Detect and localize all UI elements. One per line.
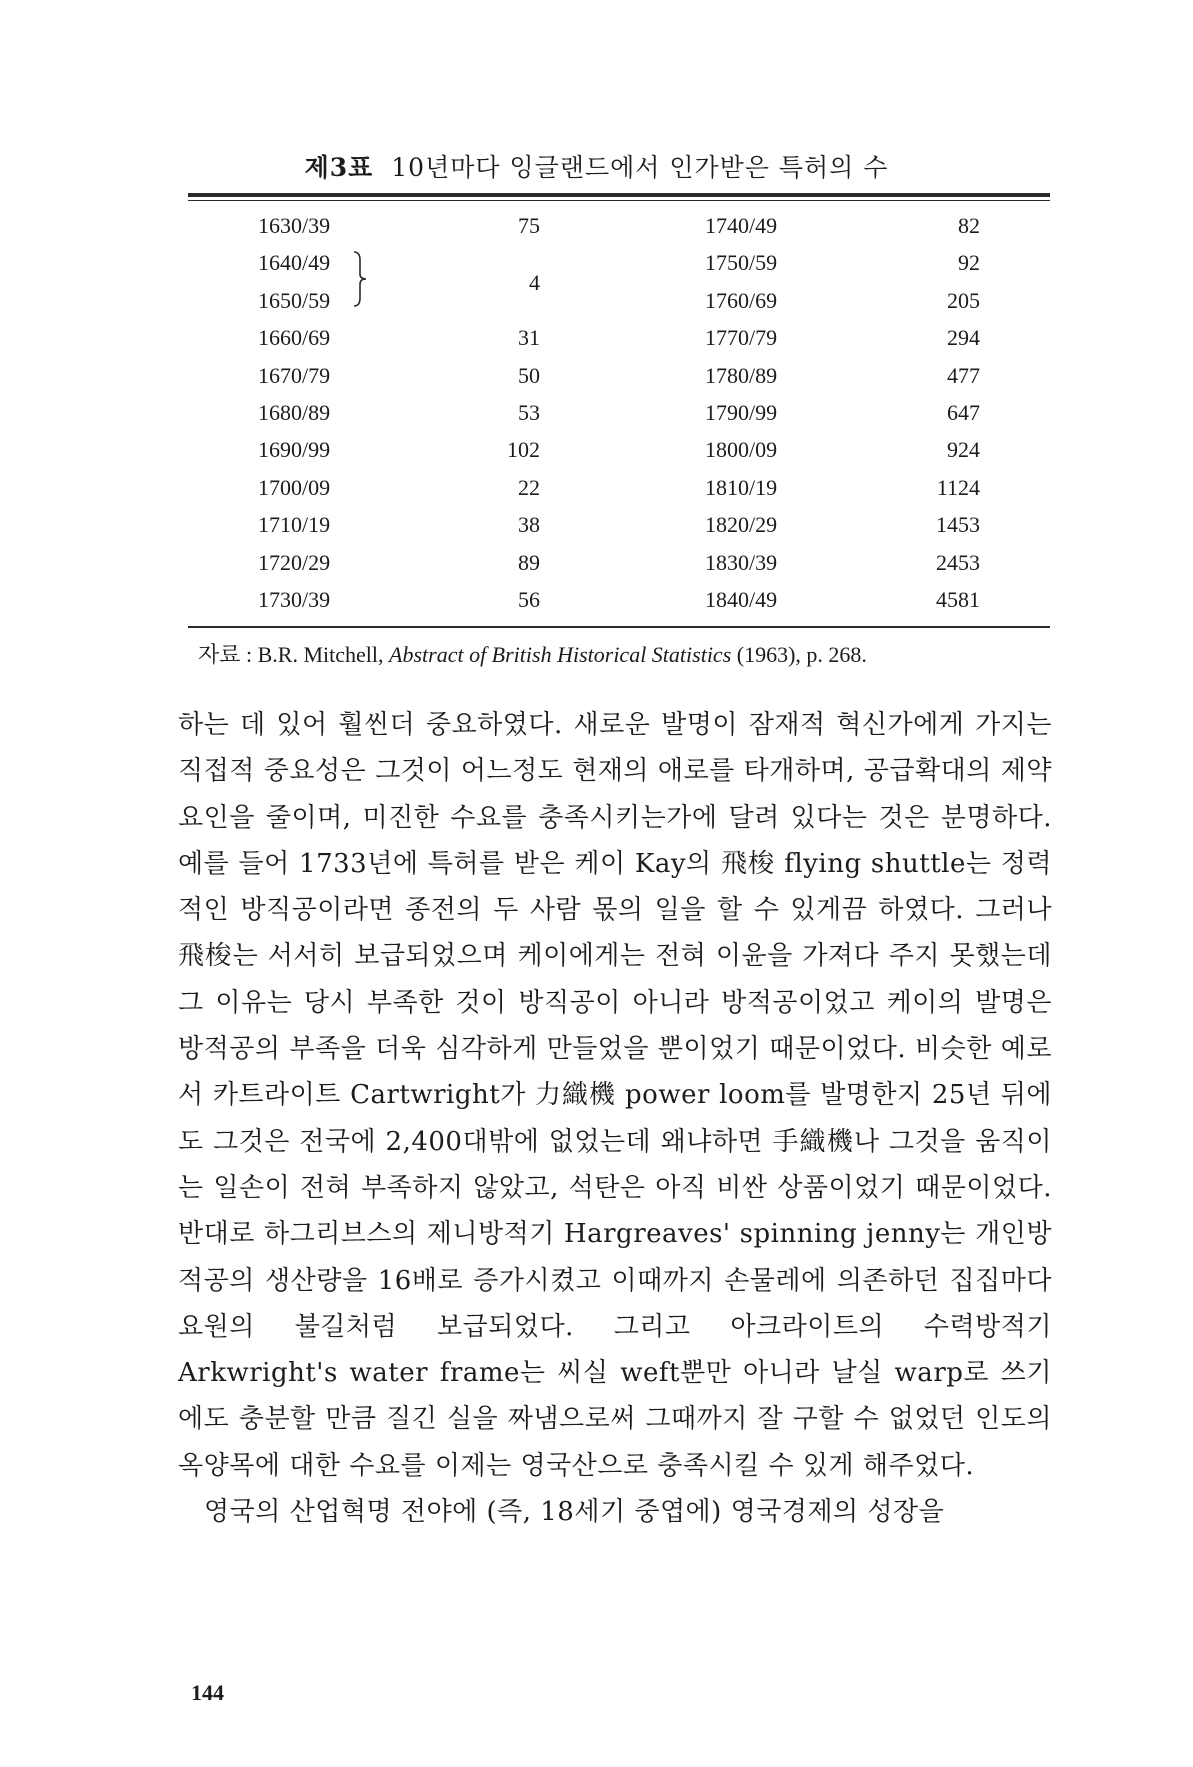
period-cell: 1740/49 [705,213,778,238]
period-cell: 1840/49 [705,587,778,612]
period-cell: 1790/99 [705,400,778,425]
merged-cell-value: 4 [529,270,540,295]
count-cell: 4581 [936,587,980,612]
count-cell: 294 [947,325,980,351]
table-row [0,282,1193,319]
count-cell: 92 [958,250,980,276]
table-row [0,394,1193,431]
table-bottom-rule [188,626,1050,628]
period-cell: 1710/19 [258,512,331,538]
table-row [0,431,1193,468]
period-cell: 1770/79 [705,325,778,351]
count-cell: 647 [947,400,980,425]
table-row [0,581,1193,618]
count-cell: 31 [518,325,540,351]
count-cell: 1453 [936,512,980,538]
count-cell: 38 [518,512,540,538]
period-cell: 1660/69 [258,325,331,351]
table-row [0,244,1193,281]
table-row [0,319,1193,356]
period-cell: 1780/89 [705,362,778,388]
count-cell: 82 [958,213,980,238]
period-cell: 1810/19 [705,474,778,500]
period-cell: 1750/59 [705,250,778,276]
count-cell: 22 [518,474,540,500]
table-row [0,469,1193,506]
table-title: 10년마다 잉글랜드에서 인가받은 특허의 수 [391,153,889,182]
count-cell: 1124 [936,474,980,500]
period-cell: 1800/09 [705,437,778,463]
count-cell: 102 [507,437,540,463]
count-cell: 75 [518,213,540,238]
table-top-rule [188,193,1050,197]
source-note [198,638,867,669]
table-row [0,506,1193,543]
merge-brace [352,250,368,308]
period-cell: 1670/79 [258,362,331,388]
count-cell: 50 [518,362,540,388]
table-row [0,357,1193,394]
page-number: 144 [191,1680,224,1705]
period-cell: 1720/29 [258,549,331,575]
count-cell: 205 [947,287,980,313]
table-row [0,207,1193,244]
source-work-title: Abstract of British Historical Statistics [389,642,732,667]
count-cell: 2453 [936,549,980,575]
period-cell: 1730/39 [258,587,331,612]
count-cell: 53 [518,400,540,425]
paragraph: 하는 데 있어 훨씬더 중요하였다. 새로운 발명이 잠재적 혁신가에게 가지는 직접적 중요성은 그것이 어느정도 현재의 애로를 타개하며, 공급확대의 제약요인을 줄이며, 미진한 수요를 충족시키는가에 달려 있다는 것은 분명하다. 예를 들어 1733년에 특허를 받은 케이 Kay의 飛梭 flying shuttle는 정력적인 방직공이라면 종전의 두 사람 몫의 일을 할 수 있게끔 하였다. 그러나 飛梭는 서서히 보급되었으며 케이에게는 전혀 이윤을 가져다 주지 못했는데 그 이유는 당시 부족한 것이 방직공이 아니라 방적공이었고 케이의 발명은 방적공의 부족을 더욱 심각하게 만들었을 뿐이었기 때문이었다. 비슷한 예로서 카트라이트 Cartwright가 力織機 power loom를 발명한지 25년 뒤에도 그것은 전국에 2,400대밖에 없었는데 왜냐하면 手織機나 그것을 움직이는 일손이 전혀 부족하지 않았고, 석탄은 아직 비싼 상품이었기 때문이었다. 반대로 하그리브스의 제니방적기 Hargreaves' spinning jenny는 개인방적공의 생산량을 16배로 증가시켰고 이때까지 손물레에 의존하던 집집마다 요원의 불길처럼 보급되었다. 그리고 아크라이트의 수력방적기 Arkwright's water frame는 씨실 weft뿐만 아니라 날실 warp로 쓰기에도 충분할 만큼 질긴 실을 짜냄으로써 그때까지 잘 구할 수 없었던 인도의 옥양목에 대한 수요를 이제는 영국산으로 충족시킬 수 있게 해주었다. [178,710,1052,1481]
source-suffix: (1963), p. 268. [736,642,867,667]
table-top-rule-thin [188,200,1050,201]
period-cell: 1650/59 [258,287,331,313]
count-cell: 56 [518,587,540,612]
period-cell: 1820/29 [705,512,778,538]
table-label: 제3표 [304,153,374,182]
period-cell: 1680/89 [258,400,331,425]
count-cell: 477 [947,362,980,388]
period-cell: 1760/69 [705,287,778,313]
body-text [178,702,1052,1535]
paragraph: 영국의 산업혁명 전야에 (즉, 18세기 중엽에) 영국경제의 성장을 [204,1497,945,1528]
period-cell: 1630/39 [258,213,331,238]
table-row [0,544,1193,581]
table-caption [0,148,1193,184]
count-cell: 924 [947,437,980,463]
source-prefix: 자료 : B.R. Mitchell, [198,642,384,667]
period-cell: 1700/09 [258,474,331,500]
count-cell: 89 [518,549,540,575]
period-cell: 1830/39 [705,549,778,575]
period-cell: 1690/99 [258,437,331,463]
period-cell: 1640/49 [258,250,331,276]
